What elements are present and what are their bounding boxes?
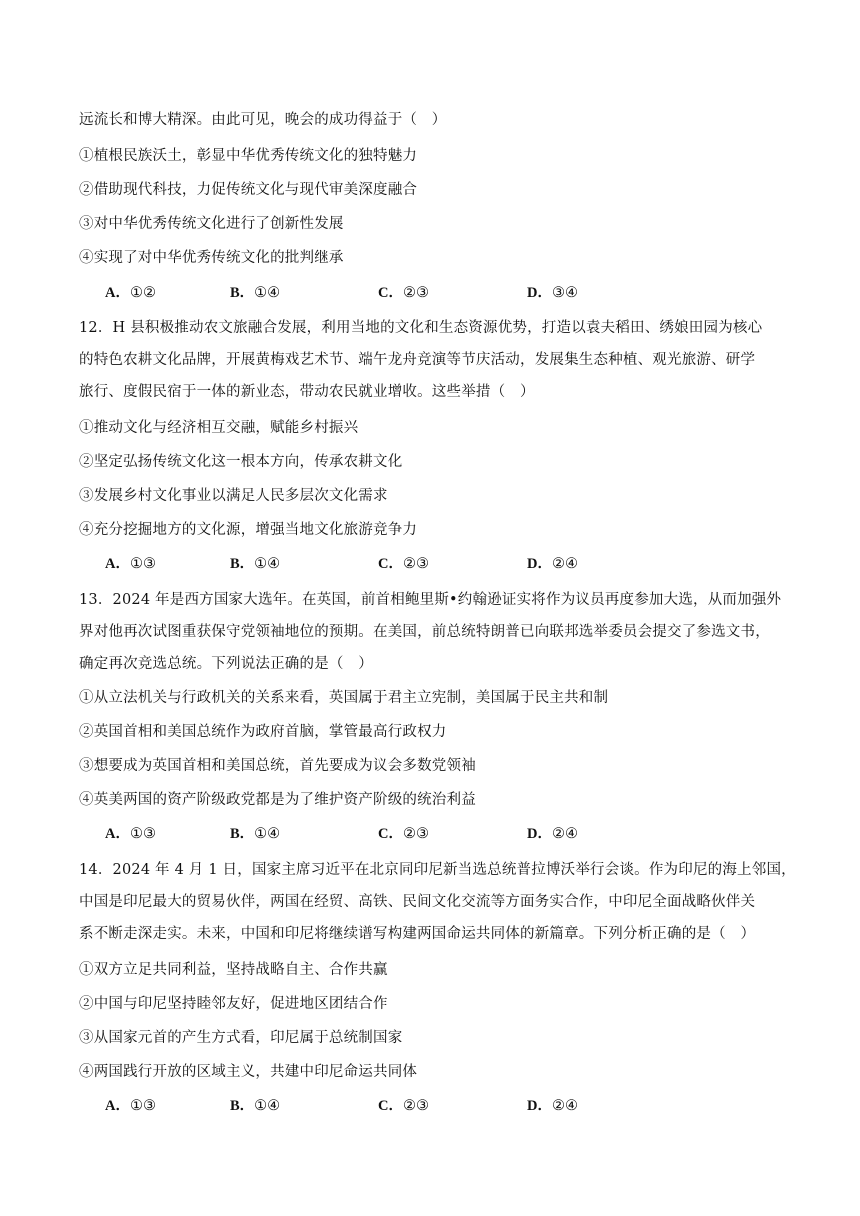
q14-choice-c[interactable]	[378, 1096, 429, 1116]
choice-letter: B．	[230, 556, 255, 572]
q11-choice-c[interactable]	[378, 283, 429, 303]
choice-letter: B．	[230, 1098, 255, 1114]
q12-stem-line-3: 旅行、度假民宿于一体的新业态，带动农民就业增收。这些举措（ ）	[79, 384, 535, 400]
q14-option-2: ②中国与印尼坚持睦邻友好，促进地区团结合作	[79, 996, 388, 1012]
q11-option-3: ③对中华优秀传统文化进行了创新性发展	[79, 216, 344, 232]
q14-choice-a[interactable]	[105, 1096, 156, 1116]
choice-text: ①③	[129, 1098, 156, 1114]
choice-letter: B．	[230, 826, 255, 842]
choice-text: ①③	[129, 556, 156, 572]
choice-text: ②③	[402, 1098, 429, 1114]
q13-choice-c[interactable]	[378, 824, 429, 844]
choice-text: ②④	[551, 556, 578, 572]
q12-choice-c[interactable]	[378, 554, 429, 574]
choice-text: ①④	[254, 556, 281, 572]
q13-stem-line-3: 确定再次竞选总统。下列说法正确的是（ ）	[79, 656, 373, 672]
q14-stem-line-1: 14．2024 年 4 月 1 日，国家主席习近平在北京同印尼新当选总统普拉博沃举行会谈。作为印尼的海上邻国，	[79, 862, 796, 878]
q13-option-1: ①从立法机关与行政机关的关系来看，英国属于君主立宪制，美国属于民主共和制	[79, 690, 609, 706]
q11-option-2: ②借助现代科技，力促传统文化与现代审美深度融合	[79, 182, 418, 198]
q13-choices	[105, 824, 705, 844]
q13-choice-a[interactable]	[105, 824, 156, 844]
q11-choice-a[interactable]	[105, 283, 156, 303]
q11-option-1: ①植根民族沃土，彰显中华优秀传统文化的独特魅力	[79, 148, 418, 164]
choice-text: ①③	[129, 826, 156, 842]
q13-stem-line-1: 13．2024 年是西方国家大选年。在英国，前首相鲍里斯•约翰逊证实将作为议员再度参加大选，从而加强外	[79, 592, 782, 608]
choice-text: ③④	[551, 285, 578, 301]
q13-choice-b[interactable]	[230, 824, 280, 844]
q11-choice-b[interactable]	[230, 283, 280, 303]
choice-text: ②③	[402, 826, 429, 842]
q14-choices	[105, 1096, 705, 1116]
choice-text: ②④	[551, 1098, 578, 1114]
choice-letter: D．	[527, 556, 552, 572]
choice-letter: D．	[527, 826, 552, 842]
choice-letter: D．	[527, 1098, 552, 1114]
q11-choices	[105, 283, 705, 303]
q14-option-1: ①双方立足共同利益，坚持战略自主、合作共赢	[79, 962, 388, 978]
choice-letter: A．	[105, 556, 130, 572]
choice-letter: C．	[378, 1098, 403, 1114]
choice-text: ②④	[551, 826, 578, 842]
choice-letter: A．	[105, 826, 130, 842]
q11-option-4: ④实现了对中华优秀传统文化的批判继承	[79, 250, 344, 266]
choice-text: ①②	[129, 285, 156, 301]
q11-stem-tail: 远流长和博大精深。由此可见，晚会的成功得益于（ ）	[79, 112, 447, 128]
q14-stem-line-2: 中国是印尼最大的贸易伙伴，两国在经贸、高铁、民间文化交流等方面务实合作，中印尼全面战略伙伴关	[79, 894, 756, 910]
q13-option-3: ③想要成为英国首相和美国总统，首先要成为议会多数党领袖	[79, 758, 476, 774]
choice-text: ①④	[254, 1098, 281, 1114]
q12-option-3: ③发展乡村文化事业以满足人民多层次文化需求	[79, 488, 388, 504]
q11-choice-d[interactable]	[527, 283, 578, 303]
choice-letter: A．	[105, 1098, 130, 1114]
choice-letter: B．	[230, 285, 255, 301]
q14-choice-b[interactable]	[230, 1096, 280, 1116]
q14-choice-d[interactable]	[527, 1096, 578, 1116]
choice-letter: C．	[378, 285, 403, 301]
q12-choice-b[interactable]	[230, 554, 280, 574]
choice-letter: A．	[105, 285, 130, 301]
q12-stem-line-1: 12．H 县积极推动农文旅融合发展，利用当地的文化和生态资源优势，打造以袁夫稻田、绣娘田园为核心	[79, 320, 763, 336]
choice-letter: C．	[378, 556, 403, 572]
q13-choice-d[interactable]	[527, 824, 578, 844]
q12-option-4: ④充分挖掘地方的文化源，增强当地文化旅游竞争力	[79, 522, 418, 538]
q14-stem-line-3: 系不断走深走实。未来，中国和印尼将继续谱写构建两国命运共同体的新篇章。下列分析正确的是（ ）	[79, 926, 756, 942]
choice-letter: D．	[527, 285, 552, 301]
q12-stem-line-2: 的特色农耕文化品牌，开展黄梅戏艺术节、端午龙舟竞演等节庆活动，发展集生态种植、观光旅游、研学	[79, 352, 756, 368]
choice-text: ①④	[254, 285, 281, 301]
q13-option-4: ④英美两国的资产阶级政党都是为了维护资产阶级的统治利益	[79, 792, 476, 808]
choice-text: ②③	[402, 285, 429, 301]
q12-option-1: ①推动文化与经济相互交融，赋能乡村振兴	[79, 420, 359, 436]
choice-letter: C．	[378, 826, 403, 842]
q14-option-3: ③从国家元首的产生方式看，印尼属于总统制国家	[79, 1030, 403, 1046]
q12-choice-d[interactable]	[527, 554, 578, 574]
q12-option-2: ②坚定弘扬传统文化这一根本方向，传承农耕文化	[79, 454, 403, 470]
q13-stem-line-2: 界对他再次试图重获保守党领袖地位的预期。在美国，前总统特朗普已向联邦选举委员会提交了参选文书，	[79, 624, 770, 640]
q12-choice-a[interactable]	[105, 554, 156, 574]
q12-choices	[105, 554, 705, 574]
choice-text: ②③	[402, 556, 429, 572]
q14-option-4: ④两国践行开放的区域主义，共建中印尼命运共同体	[79, 1064, 418, 1080]
choice-text: ①④	[254, 826, 281, 842]
q13-option-2: ②英国首相和美国总统作为政府首脑，掌管最高行政权力	[79, 724, 447, 740]
